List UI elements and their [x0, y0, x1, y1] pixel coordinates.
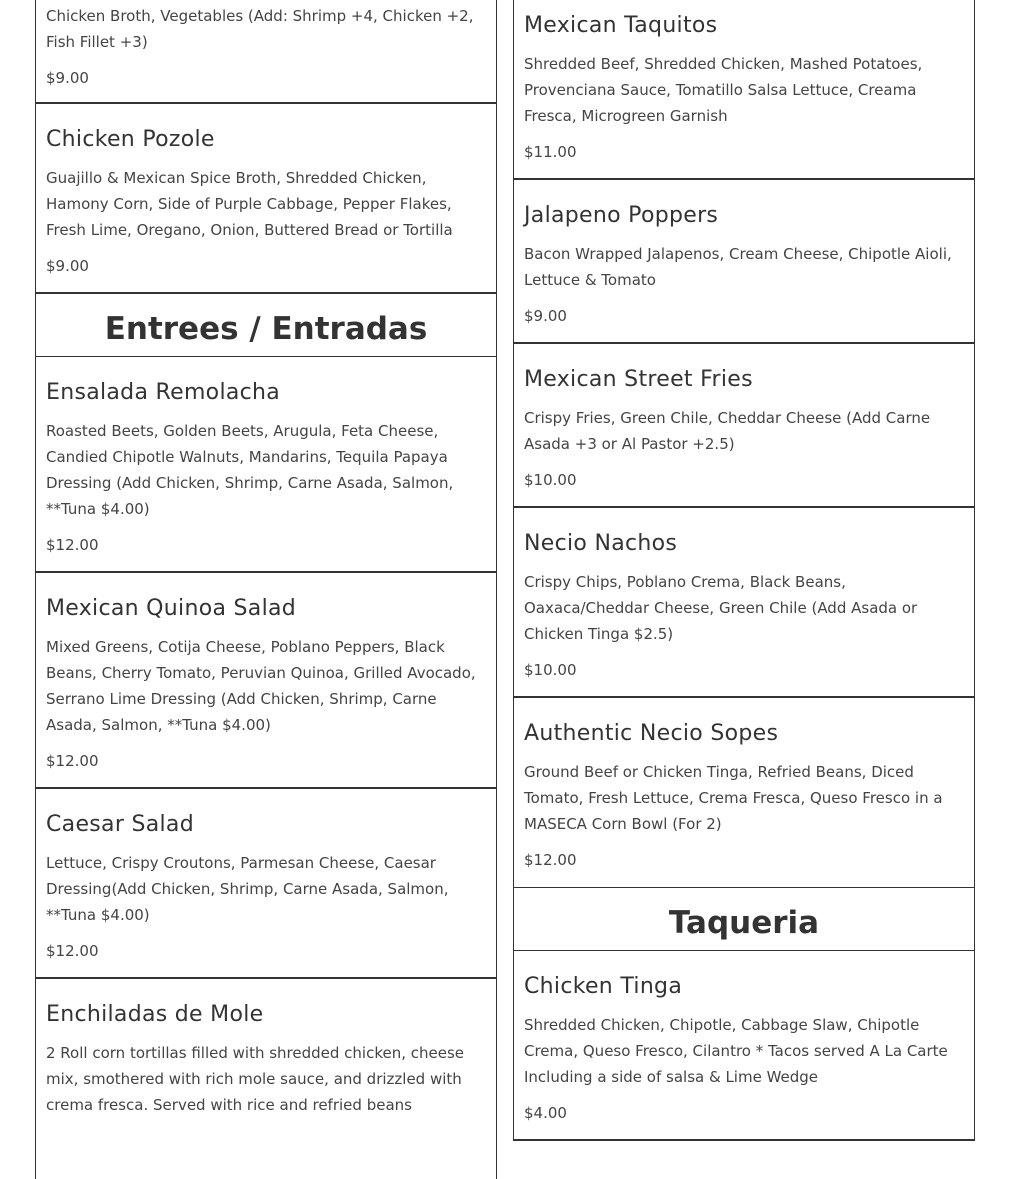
menu-item-title: Chicken Pozole — [46, 127, 215, 152]
menu-item-title: Jalapeno Poppers — [524, 203, 719, 228]
menu-item-chicken-tinga[interactable] — [513, 951, 975, 1141]
menu-item-description: Crispy Chips, Poblano Crema, Black Beans, Oaxaca/Cheddar Cheese, Green Chile (Add Asada or Chicken Tinga $2.5) — [524, 573, 918, 643]
menu-item-title: Caesar Salad — [46, 812, 194, 837]
menu-item-price: $4.00 — [524, 1104, 567, 1122]
section-header-entrees: Entrees / Entradas — [35, 294, 497, 357]
menu-item-mexican-taquitos[interactable] — [513, 0, 975, 180]
menu-item-price: $10.00 — [524, 471, 577, 489]
menu-item-price: $9.00 — [46, 257, 89, 275]
menu-item-price: $10.00 — [524, 661, 577, 679]
menu-item-enchiladas-de-mole[interactable] — [35, 979, 497, 1179]
menu-item-description: Bacon Wrapped Jalapenos, Cream Cheese, Chipotle Aioli, Lettuce & Tomato — [524, 245, 952, 289]
menu-item-title: Authentic Necio Sopes — [524, 721, 779, 746]
menu-item-title: Ensalada Remolacha — [46, 380, 281, 405]
menu-item-ensalada-remolacha[interactable] — [35, 357, 497, 573]
menu-item-necio-nachos[interactable] — [513, 508, 975, 698]
menu-item-price: $12.00 — [46, 942, 99, 960]
menu-item-description: Lettuce, Crispy Croutons, Parmesan Cheese, Caesar Dressing(Add Chicken, Shrimp, Carne Asada, Salmon, **Tuna $4.00) — [46, 854, 449, 924]
menu-item-description: Crispy Fries, Green Chile, Cheddar Cheese (Add Carne Asada +3 or Al Pastor +2.5) — [524, 409, 931, 453]
menu-item-price: $9.00 — [524, 307, 567, 325]
menu-item-title: Mexican Street Fries — [524, 367, 753, 392]
menu-item-title: Necio Nachos — [524, 531, 678, 556]
menu-item-price: $12.00 — [46, 752, 99, 770]
menu-item-price: $12.00 — [46, 536, 99, 554]
menu-item-mexican-quinoa-salad[interactable] — [35, 573, 497, 789]
menu-column-left — [35, 0, 497, 1179]
menu-item-authentic-necio-sopes[interactable] — [513, 698, 975, 888]
menu-item-description: Mixed Greens, Cotija Cheese, Poblano Peppers, Black Beans, Cherry Tomato, Peruvian Quinoa, Grilled Avocado, Serrano Lime Dressing (Add Chicken, Shrimp, Carne Asada, Salmon, **Tuna $4.00) — [46, 638, 476, 734]
menu-item-price: $12.00 — [524, 851, 577, 869]
menu-item-description: 2 Roll corn tortillas filled with shredded chicken, cheese mix, smothered with rich mole sauce, and drizzled with crema fresca. Served with rice and refried beans — [46, 1044, 465, 1114]
menu-item-title: Mexican Quinoa Salad — [46, 596, 297, 621]
menu-item-mexican-street-fries[interactable] — [513, 344, 975, 508]
menu-item-price: $11.00 — [524, 143, 577, 161]
menu-item-description: Shredded Beef, Shredded Chicken, Mashed Potatoes, Provenciana Sauce, Tomatillo Salsa Lettuce, Creama Fresca, Microgreen Garnish — [524, 55, 923, 125]
menu-item-description: Chicken Broth, Vegetables (Add: Shrimp +4, Chicken +2, Fish Fillet +3) — [46, 7, 474, 51]
section-header-taqueria: Taqueria — [513, 888, 975, 951]
menu-column-right — [513, 0, 975, 1141]
menu-item-description: Ground Beef or Chicken Tinga, Refried Beans, Diced Tomato, Fresh Lettuce, Crema Fresca, Queso Fresco in a MASECA Corn Bowl (For 2) — [524, 763, 943, 833]
menu-item-title: Enchiladas de Mole — [46, 1002, 264, 1027]
menu-item-title: Chicken Tinga — [524, 974, 683, 999]
menu-item-description: Roasted Beets, Golden Beets, Arugula, Feta Cheese, Candied Chipotle Walnuts, Mandarins, Tequila Papaya Dressing (Add Chicken, Shrimp, Carne Asada, Salmon, **Tuna $4.00) — [46, 422, 454, 518]
menu-item-price: $9.00 — [46, 69, 89, 87]
menu-item-partial[interactable] — [35, 0, 497, 104]
menu-item-chicken-pozole[interactable] — [35, 104, 497, 294]
menu-item-jalapeno-poppers[interactable] — [513, 180, 975, 344]
menu-item-description: Shredded Chicken, Chipotle, Cabbage Slaw, Chipotle Crema, Queso Fresco, Cilantro * Tacos served A La Carte Including a side of salsa & Lime Wedge — [524, 1016, 948, 1086]
menu-item-caesar-salad[interactable] — [35, 789, 497, 979]
menu-item-description: Guajillo & Mexican Spice Broth, Shredded Chicken, Hamony Corn, Side of Purple Cabbage, Pepper Flakes, Fresh Lime, Oregano, Onion, Buttered Bread or Tortilla — [46, 169, 453, 239]
menu-item-title: Mexican Taquitos — [524, 13, 718, 38]
